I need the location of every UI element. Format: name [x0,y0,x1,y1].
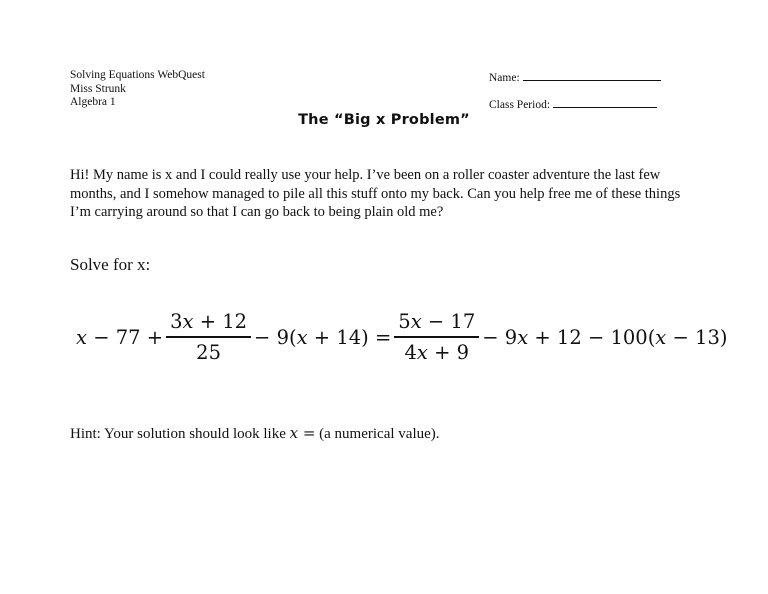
fraction-right-denominator: 4𝑥 + 9 [404,340,470,364]
equation-rhs-end: − 9𝑥 + 12 − 100(𝑥 − 13) [482,325,728,349]
worksheet-header-info [70,69,205,110]
name-blank-line[interactable] [523,69,661,81]
name-field[interactable] [489,69,661,84]
class-period-blank-line[interactable] [553,96,657,108]
page-title: The “Big x Problem” [298,112,470,128]
equation [76,305,728,369]
class-period-field[interactable] [489,96,657,111]
equation-lhs-end: − 9(𝑥 + 14) = [254,325,392,349]
solve-prompt: Solve for x: [70,255,151,274]
equation-lhs-start: 𝑥 − 77 + [76,325,164,349]
fraction-right [394,310,479,364]
hint-prefix: Hint: Your solution should look like [70,426,290,442]
hint-text [70,424,440,443]
header-teacher-name: Miss Strunk [70,82,126,95]
hint-math: x = [289,424,316,442]
fraction-left [166,310,251,364]
header-class-name: Algebra 1 [70,96,116,108]
fraction-right-numerator: 5𝑥 − 17 [398,310,476,334]
class-period-label: Class Period: [489,99,551,111]
intro-paragraph: Hi! My name is x and I could really use your help. I’ve been on a roller coaster adventure the last few months, and I somehow managed to pile all this stuff onto my back. Can you help free me of these things I’m carrying around so that I can go back to being plain old me? [70,167,681,220]
header-course-title: Solving Equations WebQuest [70,69,205,81]
hint-suffix: (a numerical value). [315,426,440,442]
name-label: Name: [489,72,520,84]
fraction-left-numerator: 3𝑥 + 12 [170,310,248,334]
fraction-left-denominator: 25 [196,340,221,364]
